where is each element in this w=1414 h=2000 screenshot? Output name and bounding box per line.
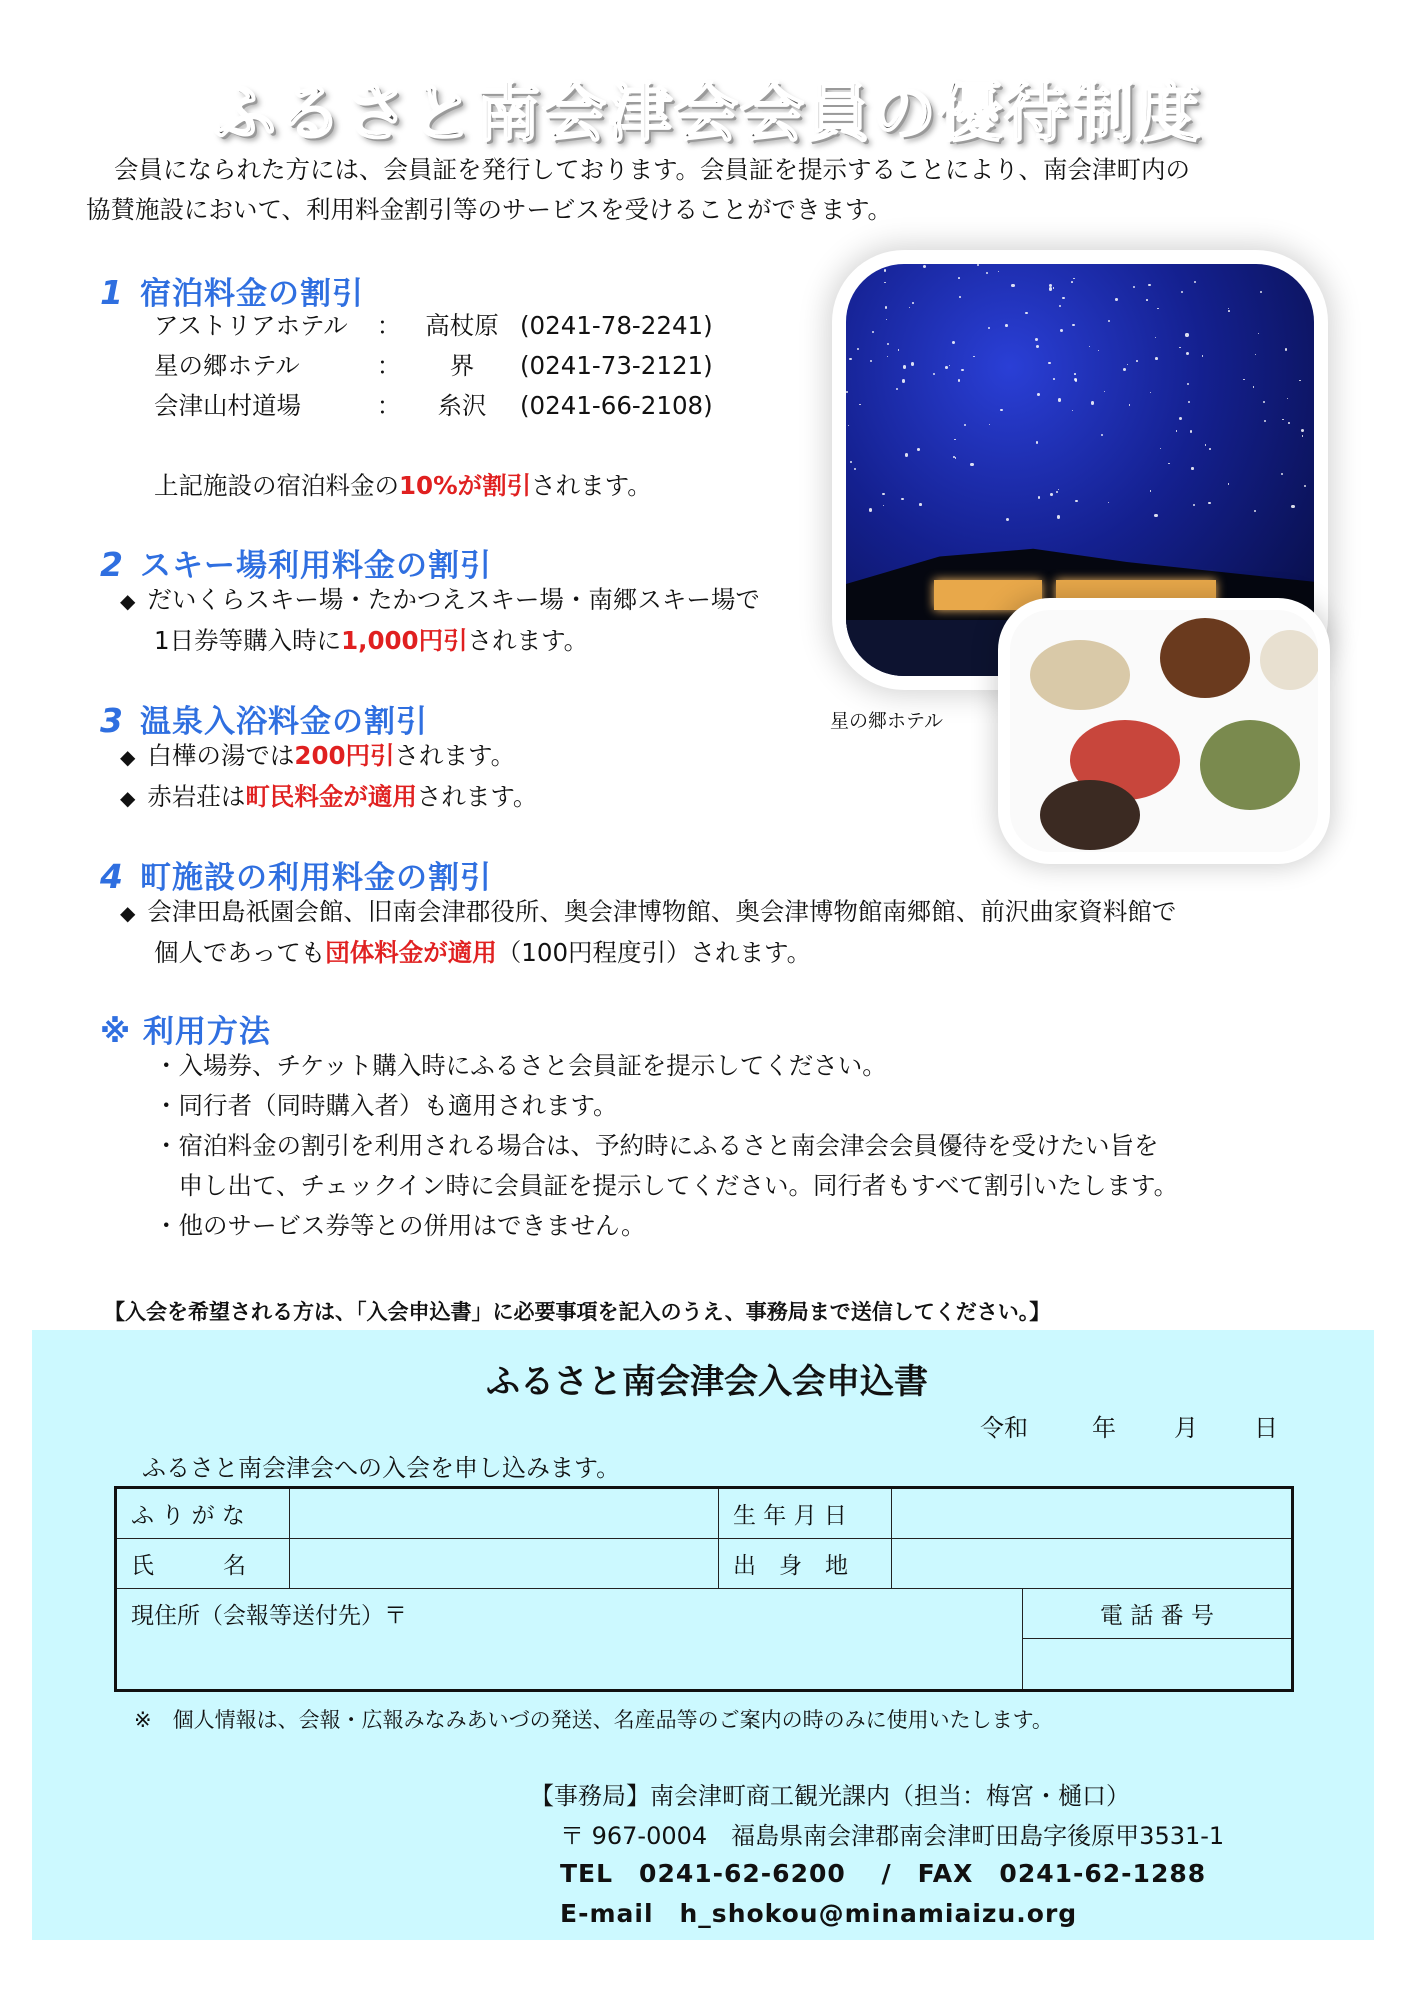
star xyxy=(1059,305,1061,307)
star xyxy=(1155,357,1158,360)
section1-heading: 1 宿泊料金の割引 xyxy=(100,273,364,312)
page-title: ふるさと南会津会会員の優待制度 xyxy=(212,77,1202,151)
star xyxy=(1208,502,1210,504)
address-field[interactable] xyxy=(116,1589,1023,1691)
usage-item: 申し出て、チェックイン時に会員証を提示してください。同行者もすべて割引いたします。 xyxy=(154,1171,1179,1200)
star xyxy=(1191,467,1193,469)
star xyxy=(911,362,914,365)
star xyxy=(1006,518,1009,521)
star xyxy=(905,453,908,456)
star xyxy=(1108,502,1109,503)
birthday-label: 生 年 月 日 xyxy=(719,1488,892,1539)
star xyxy=(1089,346,1090,347)
star xyxy=(884,269,886,271)
star xyxy=(1005,324,1008,327)
star xyxy=(989,424,990,425)
star xyxy=(1181,291,1183,293)
phone-label: 電 話 番 号 xyxy=(1023,1589,1293,1639)
star xyxy=(857,348,859,350)
star xyxy=(949,365,950,366)
hotel-building-lights xyxy=(1056,580,1216,610)
star xyxy=(887,343,889,345)
star xyxy=(901,498,904,501)
star xyxy=(896,388,898,390)
star xyxy=(1062,297,1065,300)
section4-heading: 4 町施設の利用料金の割引 xyxy=(100,857,492,896)
star xyxy=(1060,329,1063,332)
star xyxy=(1035,338,1038,341)
star xyxy=(970,463,973,466)
star xyxy=(1038,496,1040,498)
office-line: 【事務局】南会津町商工観光課内（担当：梅宮・樋口） xyxy=(530,1782,1130,1810)
star xyxy=(882,493,884,495)
star xyxy=(1228,483,1229,484)
star xyxy=(1133,286,1135,288)
star xyxy=(988,327,990,329)
star xyxy=(1301,429,1304,432)
star xyxy=(1058,398,1061,401)
star xyxy=(923,265,926,268)
star xyxy=(945,366,948,369)
star xyxy=(1073,278,1075,280)
dish xyxy=(1260,630,1318,690)
star xyxy=(886,319,887,320)
star xyxy=(1000,409,1002,411)
star xyxy=(883,505,885,507)
hotel-row: 会津山村道場 ： 糸沢 (0241-66-2108) xyxy=(154,391,713,420)
star xyxy=(1287,398,1288,399)
star xyxy=(849,358,851,360)
office-email: E-mail h_shokou@minamiaizu.org xyxy=(560,1899,1078,1928)
section3-text: ◆ 白樺の湯では200円引されます。 ◆ 赤岩荘は町民料金が適用されます。 xyxy=(120,736,537,818)
star xyxy=(958,379,960,381)
star xyxy=(1255,354,1257,356)
star xyxy=(952,341,955,344)
star xyxy=(1304,485,1307,488)
star xyxy=(1056,491,1058,493)
star xyxy=(961,369,963,371)
star xyxy=(1228,308,1229,309)
star xyxy=(850,461,852,463)
hotel-row: 星の郷ホテル ： 界 (0241-73-2121) xyxy=(154,351,713,380)
star xyxy=(1127,364,1128,365)
star xyxy=(1150,490,1152,492)
star xyxy=(909,307,910,308)
star xyxy=(959,296,961,298)
dish xyxy=(1200,720,1300,810)
star xyxy=(1185,333,1188,336)
star xyxy=(846,391,848,393)
star xyxy=(1071,281,1073,283)
star xyxy=(1148,284,1150,286)
star xyxy=(1188,401,1190,403)
hotel-building-lights xyxy=(934,580,1042,610)
star xyxy=(1187,383,1189,385)
star xyxy=(1228,310,1230,312)
section4-text: ◆ 会津田島祇園会館、旧南会津郡役所、奥会津博物館、奥会津博物館南郷館、前沢曲家資料館で 個人であっても団体料金が適用（100円程度引）されます。 xyxy=(120,892,1176,973)
birthplace-label: 出 身 地 xyxy=(719,1539,892,1589)
star xyxy=(1049,287,1052,290)
star xyxy=(872,331,874,333)
star xyxy=(1282,419,1283,420)
photo-caption: 星の郷ホテル xyxy=(830,710,944,732)
section2-heading: 2 スキー場利用料金の割引 xyxy=(100,545,492,584)
privacy-note: ※ 個人情報は、会報・広報みなみあいづの発送、名産品等のご案内の時のみに使用いたします。 xyxy=(134,1708,1053,1732)
star xyxy=(1091,401,1094,404)
star xyxy=(1037,393,1040,396)
star xyxy=(1157,308,1159,310)
usage-item: ・宿泊料金の割引を利用される場合は、予約時にふるさと南会津会会員優待を受けたい旨を xyxy=(154,1131,1159,1160)
food-photo xyxy=(1010,610,1318,852)
star xyxy=(919,503,922,506)
star xyxy=(1291,505,1294,508)
star xyxy=(1058,489,1059,490)
star xyxy=(964,424,966,426)
star xyxy=(1146,299,1148,301)
star xyxy=(954,439,955,440)
star xyxy=(1243,379,1244,380)
star xyxy=(1057,515,1060,518)
office-tel-fax: TEL 0241-62-6200 / FAX 0241-62-1288 xyxy=(560,1859,1207,1888)
star xyxy=(1302,435,1303,436)
star xyxy=(1209,448,1211,450)
join-notice: 【入会を希望される方は、「入会申込書」に必要事項を記入のうえ、事務局まで送信してください。】 xyxy=(104,1300,1051,1324)
star xyxy=(977,264,979,266)
furigana-label: ふ り が な xyxy=(116,1488,290,1539)
office-address: 〒 967-0004 福島県南会津郡南会津町田島字後原甲3531-1 xyxy=(560,1822,1225,1850)
usage-heading: ※ 利用方法 xyxy=(100,1014,271,1050)
usage-item: ・他のサービス券等との併用はできません。 xyxy=(154,1211,646,1240)
star xyxy=(1129,404,1130,405)
name-label: 氏 名 xyxy=(116,1539,290,1589)
star xyxy=(1160,448,1161,449)
section3-heading: 3 温泉入浴料金の割引 xyxy=(100,701,428,740)
hotel-row: アストリアホテル ： 高杖原 (0241-78-2241) xyxy=(154,311,713,340)
star xyxy=(870,360,872,362)
star xyxy=(933,373,935,375)
star xyxy=(1155,337,1156,338)
star xyxy=(953,456,955,458)
star xyxy=(1025,312,1028,315)
star xyxy=(1186,352,1189,355)
star xyxy=(1048,362,1050,364)
intro-line: 会員になられた方には、会員証を発行しております。会員証を提示することにより、南会津町内の xyxy=(114,155,1191,184)
star xyxy=(884,282,885,283)
star xyxy=(958,277,960,279)
star xyxy=(1075,379,1077,381)
star xyxy=(955,457,956,458)
star xyxy=(1154,514,1157,517)
star xyxy=(1253,386,1255,388)
star xyxy=(903,365,906,368)
form-apply-text: ふるさと南会津会への入会を申し込みます。 xyxy=(142,1454,621,1482)
star xyxy=(1254,510,1256,512)
star xyxy=(1011,284,1014,287)
star xyxy=(1150,392,1151,393)
star xyxy=(1193,504,1195,506)
star xyxy=(1074,373,1076,375)
application-table xyxy=(114,1486,1294,1692)
star xyxy=(859,404,861,406)
section1-note: 上記施設の宿泊料金の10%が割引されます。 xyxy=(154,471,652,500)
star xyxy=(854,468,856,470)
star xyxy=(1136,360,1138,362)
star xyxy=(1050,493,1053,496)
star xyxy=(1168,463,1169,464)
star xyxy=(1072,410,1073,411)
star xyxy=(1258,333,1259,334)
star xyxy=(1104,391,1105,392)
star xyxy=(1176,430,1178,432)
star xyxy=(912,302,914,304)
star xyxy=(1036,345,1039,348)
birthplace-field[interactable] xyxy=(892,1539,1293,1589)
intro-line: 協賛施設において、利用料金割引等のサービスを受けることができます。 xyxy=(86,195,893,224)
star xyxy=(869,508,872,511)
star xyxy=(1115,298,1118,301)
form-date: 令和 年 月 日 xyxy=(980,1414,1278,1442)
star xyxy=(1288,422,1290,424)
star xyxy=(1036,441,1039,444)
star xyxy=(885,306,887,308)
star xyxy=(1281,473,1283,475)
star xyxy=(887,356,888,357)
phone-field[interactable] xyxy=(1023,1639,1293,1691)
star xyxy=(848,425,849,426)
star xyxy=(986,272,989,275)
star xyxy=(998,271,999,272)
star xyxy=(1260,291,1262,293)
usage-item: ・同行者（同時購入者）も適用されます。 xyxy=(154,1091,618,1120)
star xyxy=(1205,444,1207,446)
star xyxy=(1075,500,1078,503)
name-field[interactable] xyxy=(290,1539,719,1589)
intro-text xyxy=(86,150,1336,230)
star xyxy=(1098,350,1099,351)
dish xyxy=(1040,780,1140,850)
star xyxy=(1053,287,1054,288)
usage-item: ・入場券、チケット購入時にふるさと会員証を提示してください。 xyxy=(154,1051,887,1080)
furigana-field[interactable] xyxy=(290,1488,719,1539)
star xyxy=(973,356,975,358)
address-label: 現住所（会報等送付先）〒 xyxy=(131,1603,407,1629)
star xyxy=(902,379,905,382)
section2-text: ◆ だいくらスキー場・たかつえスキー場・南郷スキー場で 1日券等購入時に1,000円引されます。 xyxy=(120,580,760,661)
dish xyxy=(1030,640,1130,710)
star xyxy=(1285,348,1287,350)
star xyxy=(1108,320,1110,322)
star xyxy=(1179,417,1182,420)
hotel-list xyxy=(154,306,713,426)
star xyxy=(1299,380,1301,382)
star xyxy=(1194,281,1196,283)
star xyxy=(1053,378,1055,380)
usage-list xyxy=(154,1046,1178,1246)
star xyxy=(1190,430,1192,432)
star xyxy=(1264,420,1266,422)
star xyxy=(1049,284,1052,287)
star xyxy=(898,349,899,350)
form-title: ふるさと南会津会入会申込書 xyxy=(486,1362,928,1402)
star xyxy=(1263,401,1265,403)
star xyxy=(1101,434,1103,436)
star xyxy=(1202,355,1204,357)
star xyxy=(1179,347,1180,348)
birthday-field[interactable] xyxy=(892,1488,1293,1539)
star xyxy=(1123,368,1126,371)
star xyxy=(917,448,920,451)
star xyxy=(1072,324,1075,327)
dish xyxy=(1160,618,1250,698)
